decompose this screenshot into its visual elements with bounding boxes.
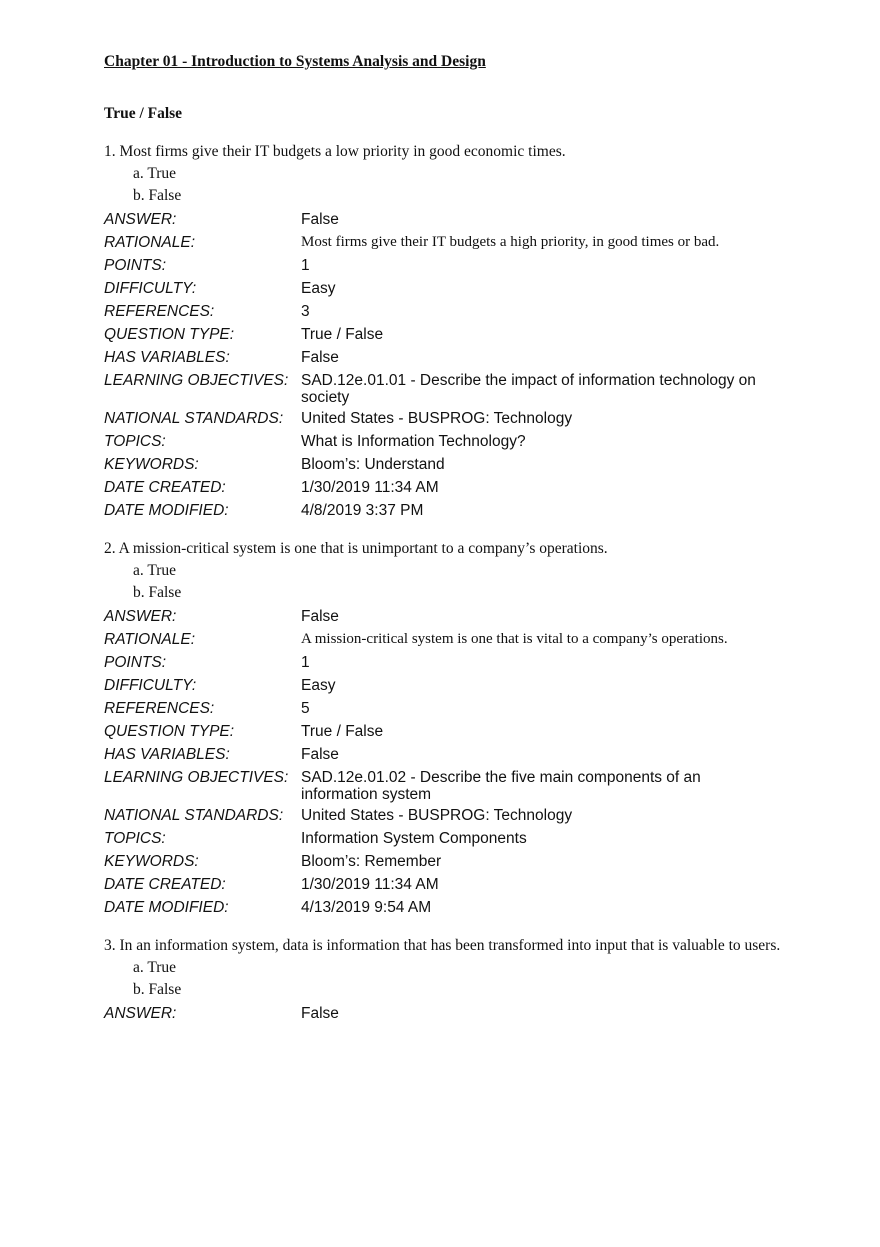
metadata-value: What is Information Technology? (301, 433, 526, 450)
question-block (104, 936, 784, 1024)
answer-choice: b. False (133, 981, 182, 998)
metadata-value: True / False (301, 723, 384, 740)
metadata-label: LEARNING OBJECTIVES: (104, 769, 289, 786)
metadata-label: DATE MODIFIED: (104, 899, 229, 916)
question-list (104, 142, 784, 1024)
metadata-value: Most firms give their IT budgets a high priority, in good times or bad. (301, 234, 720, 250)
metadata-value: Bloom’s: Understand (301, 456, 445, 473)
metadata-row (104, 652, 784, 673)
metadata-label: POINTS: (104, 257, 167, 274)
metadata-label: DATE MODIFIED: (104, 502, 229, 519)
metadata-label: QUESTION TYPE: (104, 723, 235, 740)
metadata-value: False (301, 1005, 339, 1022)
question-stem: 3. In an information system, data is information that has been transformed into input that is valuable to users. (104, 937, 781, 954)
metadata-label: DATE CREATED: (104, 876, 226, 893)
metadata-row (104, 408, 784, 429)
metadata-row (104, 232, 784, 253)
metadata-row (104, 744, 784, 765)
metadata-row (104, 767, 784, 803)
metadata-label: QUESTION TYPE: (104, 326, 235, 343)
metadata-row (104, 324, 784, 345)
question-stem: 1. Most firms give their IT budgets a low priority in good economic times. (104, 143, 566, 160)
metadata-row (104, 1003, 784, 1024)
metadata-value: 4/8/2019 3:37 PM (301, 502, 424, 519)
metadata-value: False (301, 211, 339, 228)
metadata-label: RATIONALE: (104, 234, 196, 251)
chapter-title: Chapter 01 - Introduction to Systems Analysis and Design (104, 53, 486, 70)
metadata-label: DIFFICULTY: (104, 677, 197, 694)
metadata-row (104, 629, 784, 650)
metadata-label: REFERENCES: (104, 700, 215, 717)
metadata-label: RATIONALE: (104, 631, 196, 648)
question-block (104, 539, 784, 918)
metadata-value: Information System Components (301, 830, 527, 847)
metadata-label: REFERENCES: (104, 303, 215, 320)
metadata-row (104, 278, 784, 299)
metadata-row (104, 347, 784, 368)
metadata-value: SAD.12e.01.02 - Describe the five main components of an information system (301, 769, 701, 803)
metadata-value: 1 (301, 654, 310, 671)
metadata-value: 5 (301, 700, 310, 717)
metadata-row (104, 500, 784, 521)
question-stem: 2. A mission-critical system is one that is unimportant to a company’s operations. (104, 540, 608, 557)
answer-choice: b. False (133, 187, 182, 204)
metadata-value: United States - BUSPROG: Technology (301, 807, 573, 824)
metadata-value: SAD.12e.01.01 - Describe the impact of information technology on society (301, 372, 756, 406)
answer-choice: b. False (133, 584, 182, 601)
metadata-row (104, 477, 784, 498)
metadata-label: NATIONAL STANDARDS: (104, 410, 284, 427)
metadata-label: DIFFICULTY: (104, 280, 197, 297)
section-title: True / False (104, 105, 183, 122)
metadata-row (104, 805, 784, 826)
metadata-value: Easy (301, 280, 336, 297)
metadata-label: TOPICS: (104, 433, 166, 450)
metadata-row (104, 897, 784, 918)
metadata-label: KEYWORDS: (104, 853, 199, 870)
metadata-row (104, 209, 784, 230)
answer-choice: a. True (133, 562, 177, 579)
metadata-value: False (301, 608, 339, 625)
metadata-label: HAS VARIABLES: (104, 746, 230, 763)
metadata-value: False (301, 746, 339, 763)
metadata-row (104, 874, 784, 895)
answer-choice: a. True (133, 165, 177, 182)
metadata-value: A mission-critical system is one that is vital to a company’s operations. (301, 631, 728, 647)
metadata-label: TOPICS: (104, 830, 166, 847)
metadata-value: False (301, 349, 339, 366)
metadata-row (104, 370, 784, 406)
metadata-row (104, 851, 784, 872)
metadata-label: POINTS: (104, 654, 167, 671)
metadata-row (104, 255, 784, 276)
metadata-value: Bloom’s: Remember (301, 853, 442, 870)
answer-choice: a. True (133, 959, 177, 976)
metadata-label: KEYWORDS: (104, 456, 199, 473)
metadata-value: 1/30/2019 11:34 AM (301, 876, 439, 893)
metadata-label: HAS VARIABLES: (104, 349, 230, 366)
metadata-value: 3 (301, 303, 310, 320)
metadata-value: 4/13/2019 9:54 AM (301, 899, 432, 916)
metadata-label: ANSWER: (104, 608, 177, 625)
metadata-label: ANSWER: (104, 211, 177, 228)
document-page (104, 50, 784, 1024)
metadata-label: ANSWER: (104, 1005, 177, 1022)
metadata-label: LEARNING OBJECTIVES: (104, 372, 289, 389)
metadata-row (104, 431, 784, 452)
metadata-row (104, 698, 784, 719)
metadata-value: True / False (301, 326, 384, 343)
metadata-row (104, 721, 784, 742)
metadata-value: 1 (301, 257, 310, 274)
metadata-row (104, 675, 784, 696)
metadata-row (104, 828, 784, 849)
metadata-value: United States - BUSPROG: Technology (301, 410, 573, 427)
metadata-value: 1/30/2019 11:34 AM (301, 479, 439, 496)
metadata-row (104, 301, 784, 322)
metadata-label: NATIONAL STANDARDS: (104, 807, 284, 824)
metadata-row (104, 454, 784, 475)
metadata-row (104, 606, 784, 627)
metadata-label: DATE CREATED: (104, 479, 226, 496)
metadata-value: Easy (301, 677, 336, 694)
question-block (104, 142, 784, 521)
